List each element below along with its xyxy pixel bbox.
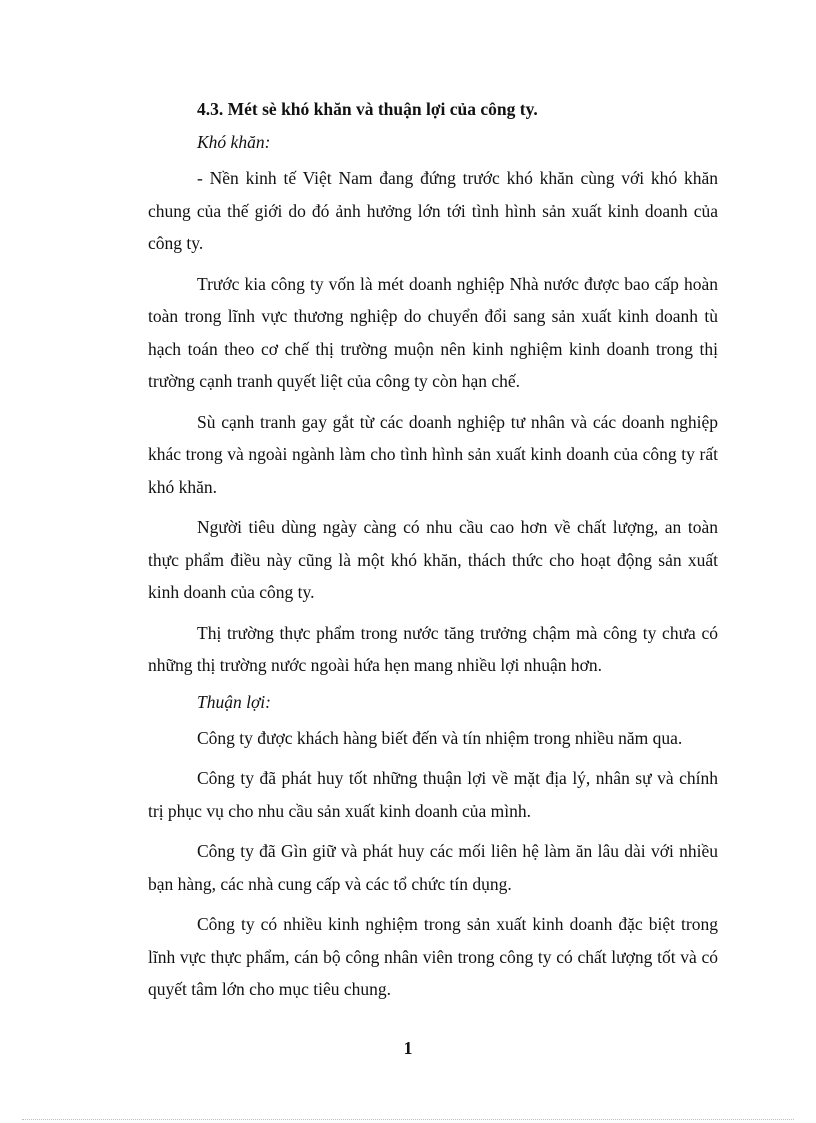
document-body — [148, 97, 718, 1006]
difficulty-paragraph: Sù cạnh tranh gay gắt từ các doanh nghiệp tư nhân và các doanh nghiệp khác trong và ngoài ngành làm cho tình hình sản xuất kinh doanh của công ty rất khó khăn. — [148, 411, 718, 497]
difficulties-label: Khó khăn — [197, 132, 265, 152]
advantage-paragraph: Công ty có nhiều kinh nghiệm trong sản xuất kinh doanh đặc biệt trong lĩnh vực thực phẩm, cán bộ công nhân viên trong công ty có chất lượng tốt và có quyết tâm lớn cho mục tiêu chung. — [148, 914, 718, 999]
difficulty-paragraph: Trước kia công ty vốn là mét doanh nghiệp Nhà nước được bao cấp hoàn toàn trong lĩnh vực thương nghiệp do chuyển đổi sang sản xuất kinh doanh tù hạch toán theo cơ chế thị trường muộn nên kinh nghiệm kinh doanh trong thị trường cạnh tranh quyết liệt của công ty còn hạn chế. — [148, 273, 718, 391]
difficulty-paragraph: Người tiêu dùng ngày càng có nhu cầu cao hơn về chất lượng, an toàn thực phẩm điều này cũng là một khó khăn, thách thức cho hoạt động sản xuất kinh doanh của công ty. — [148, 517, 718, 602]
advantage-paragraph: Công ty đã phát huy tốt những thuận lợi về mặt địa lý, nhân sự và chính trị phục vụ cho nhu cầu sản xuất kinh doanh của mình. — [148, 768, 718, 821]
section-heading: 4.3. Mét sè khó khăn và thuận lợi của công ty. — [197, 99, 538, 119]
page-number: 1 — [403, 1038, 413, 1058]
difficulty-paragraph: - Nền kinh tế Việt Nam đang đứng trước khó khăn cùng với khó khăn chung của thế giới do đó ảnh hưởng lớn tới tình hình sản xuất kinh doanh của công ty. — [148, 168, 718, 253]
page-bottom-divider — [22, 1119, 794, 1120]
difficulty-paragraph: Thị trường thực phẩm trong nước tăng trưởng chậm mà công ty chưa có những thị trường nước ngoài hứa hẹn mang nhiều lợi nhuận hơn. — [148, 622, 718, 675]
advantage-paragraph: Công ty được khách hàng biết đến và tín nhiệm trong nhiều năm qua. — [197, 727, 683, 748]
difficulties-subheading: Khó khăn: — [197, 132, 271, 152]
advantages-label: Thuận lợi — [197, 691, 266, 712]
advantage-paragraph: Công ty đã Gìn giữ và phát huy các mối liên hệ làm ăn lâu dài với nhiều bạn hàng, các nhà cung cấp và các tổ chức tín dụng. — [148, 841, 718, 894]
advantages-subheading: Thuận lợi: — [197, 691, 271, 712]
